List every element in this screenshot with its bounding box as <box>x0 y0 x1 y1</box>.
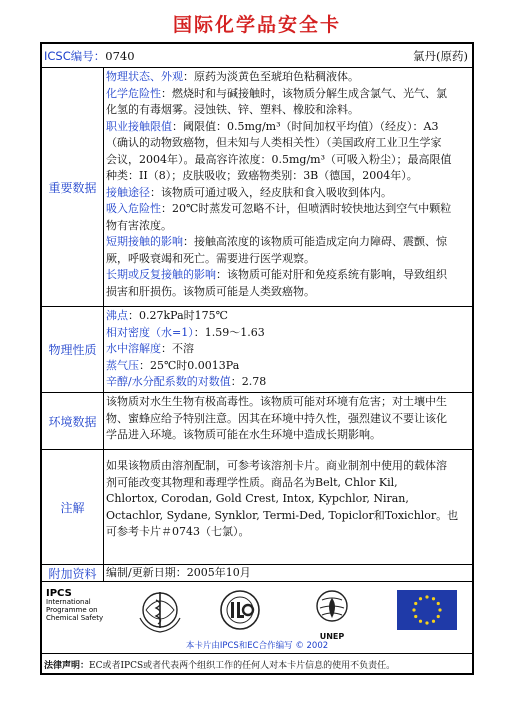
text-line <box>106 427 470 444</box>
eu-star-icon <box>412 608 415 611</box>
text-line <box>106 284 470 301</box>
legal-notice <box>44 658 395 671</box>
field-key: 吸入危险性 <box>106 202 161 215</box>
section-label: 附加资料 <box>42 565 104 581</box>
field-key: 水中溶解度 <box>106 342 161 355</box>
icsc-id-row <box>42 44 472 68</box>
legal-text: EC或者IPCS或者代表两个组织工作的任何人对本卡片信息的使用不负责任。 <box>89 661 396 671</box>
text-line <box>106 475 470 492</box>
text-line <box>106 524 470 541</box>
text-line <box>106 358 470 375</box>
section-label: 重要数据 <box>42 68 104 306</box>
field-text: ：20℃时蒸发可忽略不计，但喷洒时较快地达到空气中颗粒 <box>161 202 452 215</box>
text-line <box>106 251 470 268</box>
field-text: ：不溶 <box>161 342 194 355</box>
field-text: ：该物质可能对肝和免疫系统有影响，导致组织 <box>216 268 447 281</box>
ipcs-title: IPCS <box>46 588 72 599</box>
text-line <box>106 341 470 358</box>
field-key: 长期或反复接触的影响 <box>106 268 216 281</box>
text-line <box>106 411 470 428</box>
field-text: Octachlor, Sydane, Synklor, Termi-Ded, Topiclor和Toxichlor。也 <box>106 508 459 522</box>
field-key: 短期接触的影响 <box>106 235 183 248</box>
eu-flag-icon <box>397 590 457 630</box>
field-text: 编制/更新日期：2005年10月 <box>106 566 251 579</box>
eu-star-icon <box>419 620 422 623</box>
text-line <box>106 234 470 251</box>
field-key: 辛醇/水分配系数的对数值 <box>106 375 231 388</box>
section-body <box>106 69 470 300</box>
text-line <box>106 69 470 86</box>
field-text: 会议，2004年）。最高容许浓度：0.5mg/m³（可吸入粉尘）；最高限值 <box>106 152 452 166</box>
section-body <box>106 565 470 580</box>
field-key: 蒸气压 <box>106 358 139 372</box>
section-additional <box>42 565 472 582</box>
icsc-number: 0740 <box>105 49 135 63</box>
section-physical <box>42 307 472 393</box>
text-line <box>106 86 470 103</box>
section-notes <box>42 450 472 565</box>
field-key: 化学危险性 <box>106 86 161 100</box>
text-line <box>106 565 470 580</box>
section-important <box>42 68 472 307</box>
section-environment <box>42 393 472 450</box>
text-line <box>106 458 470 475</box>
field-text: ：接触高浓度的该物质可能造成定向力障碍、震颤、惊 <box>183 235 447 248</box>
unep-logo-icon <box>308 588 356 634</box>
text-line <box>106 308 470 325</box>
credit-text: 本卡片由IPCS和EC合作编写 © 2002 <box>185 641 329 651</box>
text-line <box>106 218 470 235</box>
page-title: 国际化学品安全卡 <box>172 14 341 36</box>
legal-label: 法律声明： <box>44 661 90 671</box>
text-line <box>106 185 470 202</box>
ipcs-logo <box>46 590 103 622</box>
text-line <box>106 201 470 218</box>
field-text: ：该物质可通过吸入，经皮肤和食入吸收到体内。 <box>150 185 392 199</box>
text-line <box>106 508 470 525</box>
text-line <box>106 102 470 119</box>
text-line <box>106 267 470 284</box>
ipcs-line: Programme on <box>46 606 98 614</box>
section-label: 物理性质 <box>42 307 104 392</box>
field-text: 物、蜜蜂应给予特别注意。因其在环境中持久性，强烈建议不要让该化 <box>106 411 447 425</box>
text-line <box>106 491 470 508</box>
section-label: 环境数据 <box>42 393 104 449</box>
section-body <box>106 308 470 391</box>
field-text: （确认的动物致癌物，但未知与人类相关性）（美国政府工业卫生学家 <box>106 136 442 149</box>
field-key: 物理状态、外观 <box>106 70 183 83</box>
text-line <box>106 325 470 342</box>
safety-card <box>40 42 474 675</box>
eu-star-icon <box>432 597 435 600</box>
field-text: ：25℃时0.0013Pa <box>139 358 240 372</box>
field-text: 可参考卡片＃0743（七氯）。 <box>106 525 250 538</box>
field-key: 职业接触限值 <box>106 119 172 133</box>
section-body <box>106 458 470 541</box>
text-line <box>106 168 470 185</box>
text-line <box>106 152 470 169</box>
eu-star-icon <box>437 602 440 605</box>
ipcs-line: International <box>46 598 91 606</box>
field-key: 接触途径 <box>106 185 150 199</box>
field-text: ：2.78 <box>230 375 267 388</box>
field-text: 物有害浓度。 <box>106 218 172 232</box>
eu-star-icon <box>438 608 441 611</box>
eu-star-icon <box>419 597 422 600</box>
text-line <box>106 374 470 391</box>
eu-star-icon <box>425 621 428 624</box>
field-text: ：0.27kPa时175℃ <box>128 309 228 322</box>
field-text: 该物质对水生生物有极高毒性。该物质可能对环境有危害；对土壤中生 <box>106 395 447 408</box>
eu-star-icon <box>437 615 440 618</box>
text-line <box>106 135 470 152</box>
eu-star-icon <box>414 602 417 605</box>
section-body <box>106 394 470 444</box>
field-text: 如果该物质由溶剂配制，可参考该溶剂卡片。商业制剂中使用的载体溶 <box>106 459 447 472</box>
text-line <box>106 119 470 136</box>
ipcs-line: Chemical Safety <box>46 614 104 622</box>
field-text: 厥，呼吸衰竭和死亡。需要进行医学观察。 <box>106 251 315 265</box>
field-text: 学品进入环境。该物质可能在水生环境中造成长期影响。 <box>106 428 381 441</box>
eu-star-icon <box>432 620 435 623</box>
eu-star-icon <box>414 615 417 618</box>
chemical-name: 氯丹(原药) <box>413 49 468 63</box>
field-key: 相对密度（水=1） <box>106 325 194 339</box>
ilo-logo-icon <box>216 588 264 634</box>
text-line <box>106 394 470 411</box>
field-text: 化氢的有毒烟雾。浸蚀铁、锌、塑料、橡胶和涂料。 <box>106 103 359 116</box>
field-text: ：阈限值：0.5mg/m³（时间加权平均值）（经皮）：A3 <box>172 119 439 133</box>
field-text: ：燃烧时和与碱接触时，该物质分解生成含氯气、光气、氯 <box>161 86 447 100</box>
icsc-label: ICSC编号： <box>44 49 106 63</box>
field-key: 沸点 <box>106 309 128 322</box>
who-logo-icon <box>136 588 184 634</box>
field-text: ：1.59～1.63 <box>193 325 265 339</box>
logo-strip <box>42 582 472 654</box>
field-text: ：原药为淡黄色至琥珀色粘稠液体。 <box>183 70 359 83</box>
unep-label: UNEP <box>319 632 345 641</box>
section-label: 注解 <box>42 450 104 564</box>
field-text: 种类：II（8）；皮肤吸收；致癌物类别：3B（德国，2004年）。 <box>106 169 418 182</box>
eu-star-icon <box>425 595 428 598</box>
field-text: 损害和肝损伤。该物质可能是人类致癌物。 <box>106 284 315 298</box>
field-text: Chlortox, Corodan, Gold Crest, Intox, Kypchlor, Niran, <box>106 492 409 505</box>
field-text: 剂可能改变其物理和毒理学性质。商品名为Belt, Chlor Kil, <box>106 475 398 489</box>
